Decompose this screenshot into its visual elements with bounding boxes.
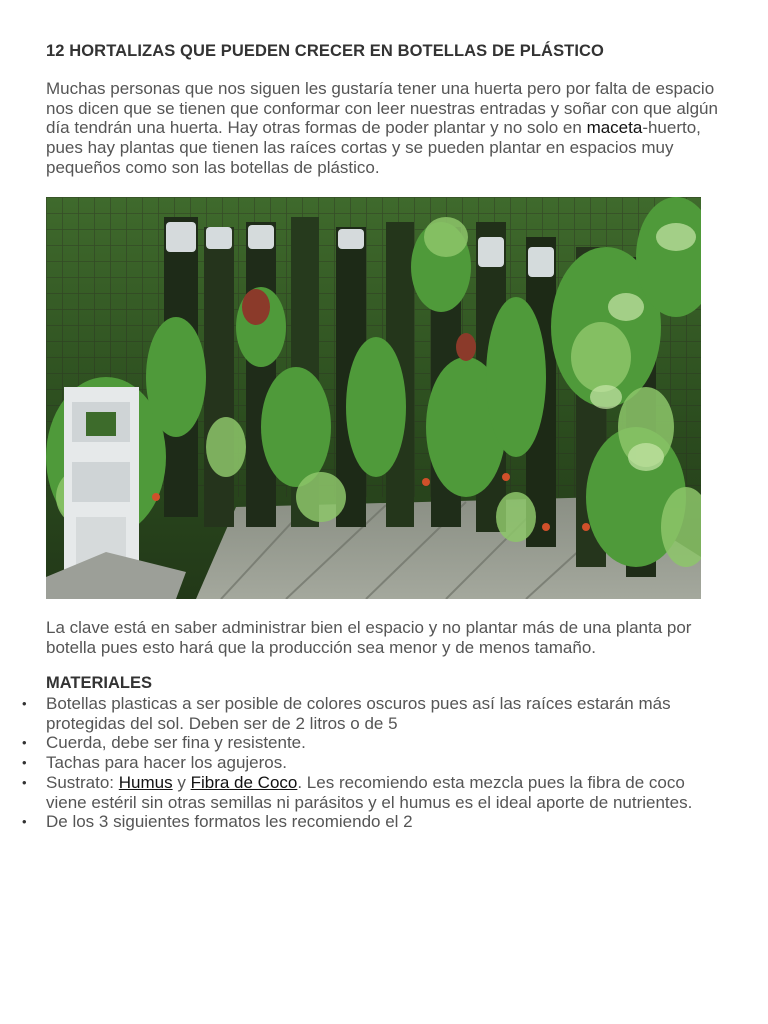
- after-image-paragraph: La clave está en saber administrar bien el espacio y no plantar más de una planta por botella pues esto hará que la producción sea menor y de menos tamaño.: [46, 618, 692, 657]
- intro-paragraph: [46, 79, 721, 178]
- bullet-icon: •: [22, 696, 27, 711]
- bullet-icon: •: [22, 774, 27, 790]
- list-item-text: Cuerda, debe ser fina y resistente.: [46, 733, 306, 753]
- garden-bottles-photo: [46, 197, 701, 599]
- list-item-bottles: [22, 694, 726, 733]
- list-item-text: De los 3 siguientes formatos les recomiendo el 2: [46, 812, 413, 832]
- intro-text-1: Muchas personas que nos siguen les gustaría tener una huerta pero por falta de espacio nos dicen que se tienen que conformar con leer nuestras entradas y soñar con que algún día tendrán una huerta. Hay otras formas de poder plantar y no solo en: [46, 79, 718, 138]
- list-item-formats: [22, 812, 726, 832]
- bullet-icon: •: [22, 814, 27, 830]
- list-item-tacks: [22, 753, 726, 773]
- materials-list: [22, 694, 726, 832]
- intro-text-2: -huerto, pues hay plantas que tienen las raíces cortas y se pueden plantar en espacios muy pequeños como son las botellas de plástico.: [46, 118, 701, 177]
- page-title: 12 HORTALIZAS QUE PUEDEN CRECER EN BOTELLAS DE PLÁSTICO: [46, 42, 604, 60]
- list-item-text: Botellas plasticas a ser posible de colores oscuros pues así las raíces estarán más protegidas del sol. Deben ser de 2 litros o de 5: [46, 694, 671, 733]
- list-item-substrate: [22, 772, 726, 812]
- list-item-text: Tachas para hacer los agujeros.: [46, 753, 287, 773]
- intro-highlight-maceta: maceta: [586, 118, 643, 138]
- list-item-rope: [22, 733, 726, 753]
- substrate-suffix: . Les recomiendo esta mezcla pues la fibra de coco viene estéril sin otras semillas ni parásitos y el humus es el ideal aporte de nutrientes.: [46, 772, 693, 812]
- substrate-prefix: Sustrato:: [46, 772, 119, 792]
- materials-heading: MATERIALES: [46, 674, 153, 692]
- substrate-and: y: [172, 772, 191, 792]
- bullet-icon: •: [22, 755, 27, 771]
- coco-fiber-link[interactable]: Fibra de Coco: [190, 772, 298, 792]
- bullet-icon: •: [22, 735, 27, 751]
- humus-link[interactable]: Humus: [118, 772, 173, 792]
